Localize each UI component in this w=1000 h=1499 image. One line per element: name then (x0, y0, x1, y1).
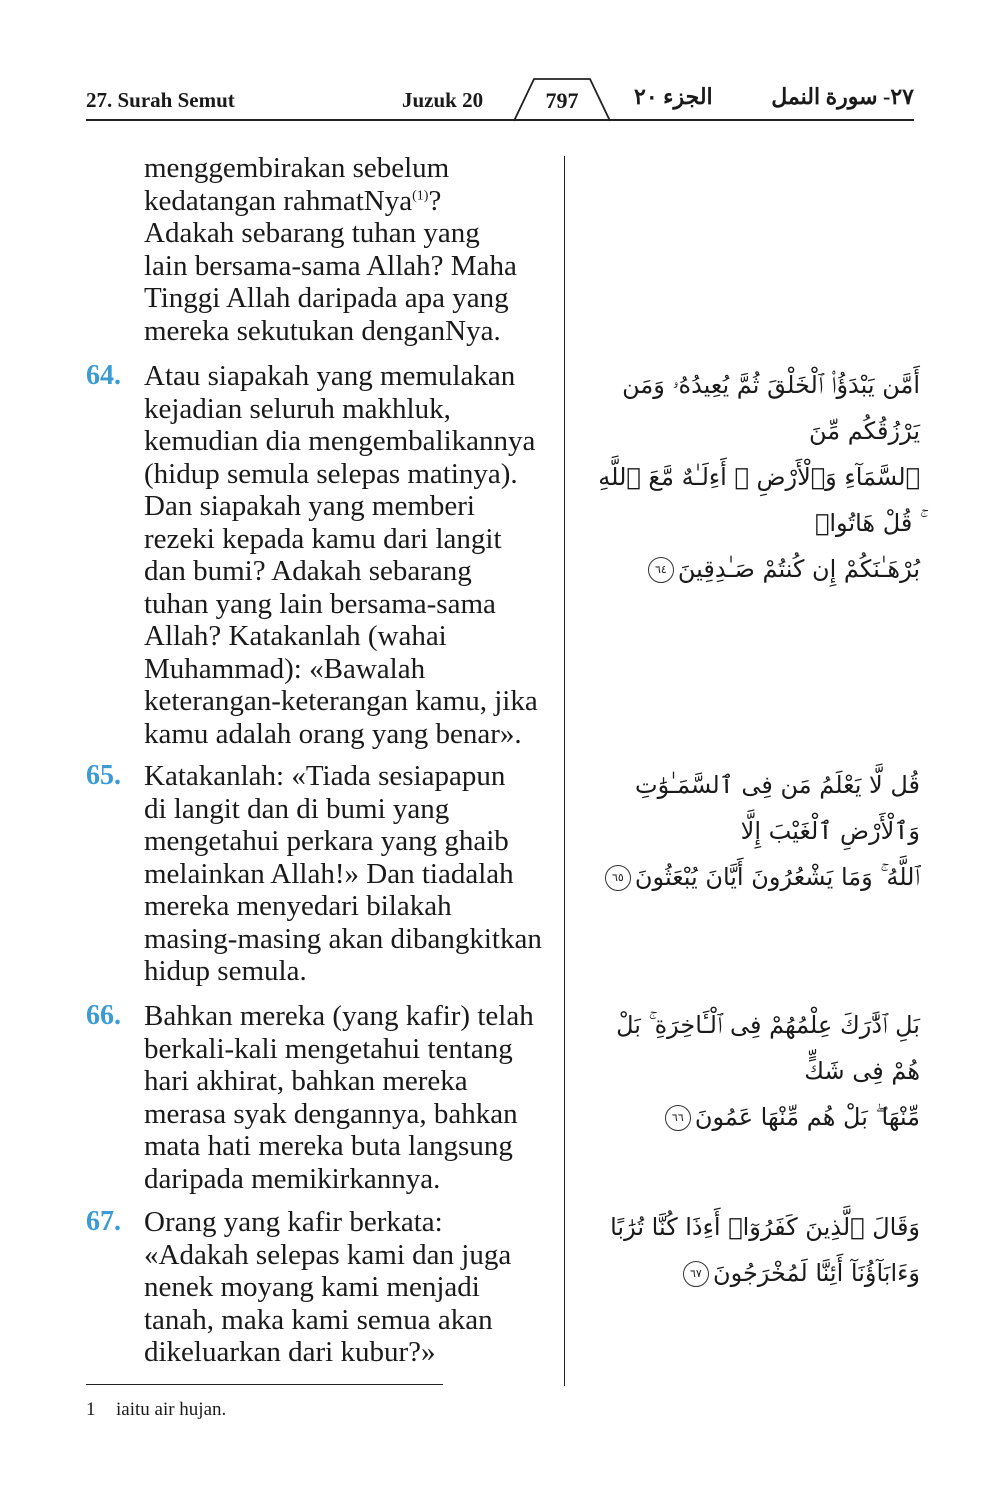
footnote (86, 1399, 226, 1421)
text-line: hari akhirat, bahkan mereka (144, 1065, 468, 1097)
juz-arabic: الجزء ٢٠ (634, 84, 713, 109)
text-line: hidup semula. (144, 955, 307, 987)
text-line: dikeluarkan dari kubur?» (144, 1336, 436, 1368)
text-line: tanah, maka kami semua akan (144, 1303, 493, 1336)
page-header (86, 76, 914, 122)
arabic-line-text: مِّنْهَا ۖ بَلْ هُم مِّنْهَا عَمُونَ (694, 1103, 920, 1131)
ayah-end-marker: ٦٥ (605, 865, 631, 891)
text-line: tuhan yang lain bersama-sama (144, 587, 496, 620)
text-line (144, 185, 562, 218)
arabic-line: بَلِ ٱدَّٰرَكَ عِلْمُهُمْ فِى ٱلْـَٔاخِرَةِ ۚ بَلْ هُمْ فِى شَكٍّ (616, 1011, 920, 1085)
text-line: Bahkan mereka (yang kafir) telah (144, 1000, 534, 1032)
juzuk-label: Juzuk 20 (402, 88, 484, 112)
text-line: di langit dan di bumi yang (144, 792, 450, 825)
text-line: masing-masing akan dibangkitkan (144, 922, 542, 955)
footnote-rule (86, 1384, 443, 1385)
text-line: (hidup semula selepas matinya). (144, 457, 518, 490)
verse-number: 66. (86, 1000, 121, 1031)
arabic-line: ٱلسَّمَآءِ وَٱلْأَرْضِ ۗ أَءِلَـٰهٌ مَّعَ ٱللَّهِ ۚ قُلْ هَاتُوا۟ (598, 463, 920, 537)
text-line: berkali-kali mengetahui tentang (144, 1032, 513, 1065)
text-line: kejadian seluruh makhluk, (144, 392, 451, 425)
text-line: lain bersama-sama Allah? Maha (144, 249, 517, 282)
translation-block-continuation (86, 152, 562, 347)
page-number-tab (514, 76, 610, 122)
footnote-text: iaitu air hujan. (116, 1399, 227, 1420)
text-line: kamu adalah orang yang benar». (144, 717, 522, 750)
header-rule (86, 119, 914, 121)
arabic-line: وَقَالَ ٱلَّذِينَ كَفَرُوٓا۟ أَءِذَا كُنَّا تُرَٰبًا (610, 1213, 920, 1241)
ayah-end-marker: ٦٦ (665, 1105, 691, 1131)
text-line: mereka menyedari bilakah (144, 890, 452, 922)
ayah-end-marker: ٦٤ (648, 557, 674, 583)
text-line: mengetahui perkara yang ghaib (144, 825, 509, 857)
text-line: Allah? Katakanlah (wahai (144, 620, 447, 652)
text-line: melainkan Allah!» Dan tiadalah (144, 857, 514, 890)
translation-verse-66 (86, 1000, 562, 1195)
arabic-line-text: بُرْهَـٰنَكُمْ إِن كُنتُمْ صَـٰدِقِينَ (677, 555, 920, 583)
translation-verse-64 (86, 360, 562, 750)
text-line: Atau siapakah yang memulakan (144, 360, 516, 392)
text-line: Tinggi Allah daripada apa yang (144, 282, 509, 314)
arabic-verse-67 (580, 1204, 920, 1296)
arabic-line (580, 1094, 920, 1140)
text-line: mereka sekutukan denganNya. (144, 314, 501, 347)
arabic-verse-64 (580, 362, 920, 592)
surah-title-latin: 27. Surah Semut (86, 88, 235, 112)
text-line: kemudian dia mengembalikannya (144, 425, 536, 457)
text-line: mata hati mereka buta langsung (144, 1130, 513, 1162)
text-line: merasa syak dengannya, bahkan (144, 1097, 518, 1130)
text-line: dan bumi? Adakah sebarang (144, 555, 472, 587)
text-line: nenek moyang kami menjadi (144, 1271, 480, 1303)
text-line: Adakah sebarang tuhan yang (144, 217, 480, 249)
arabic-verse-65 (580, 762, 920, 900)
text-line: keterangan-keterangan kamu, jika (144, 685, 538, 717)
arabic-line (580, 854, 920, 900)
arabic-line-text: ٱللَّهُ ۚ وَمَا يَشْعُرُونَ أَيَّانَ يُبْعَثُونَ (634, 863, 920, 891)
column-divider (564, 156, 565, 1386)
footnote-index: 1 (86, 1399, 96, 1420)
translation-verse-67 (86, 1206, 562, 1369)
arabic-line: أَمَّن يَبْدَؤُا۟ ٱلْخَلْقَ ثُمَّ يُعِيدُهُۥ وَمَن يَرْزُقُكُم مِّنَ (622, 371, 920, 445)
arabic-line-text: وَءَابَآؤُنَآ أَئِنَّا لَمُخْرَجُونَ (712, 1259, 920, 1287)
arabic-verse-66 (580, 1002, 920, 1140)
text-line: Dan siapakah yang memberi (144, 490, 475, 522)
text-line: Muhammad): «Bawalah (144, 652, 426, 685)
text-line: rezeki kepada kamu dari langit (144, 522, 502, 555)
verse-number: 64. (86, 360, 121, 391)
text-line-tail: ? (428, 184, 442, 217)
surah-title-arabic: ٢٧- سورة النمل (771, 84, 914, 109)
arabic-line (580, 546, 920, 592)
text-line: Katakanlah: «Tiada sesiapapun (144, 760, 506, 792)
text-line-part: kedatangan rahmatNya (144, 184, 413, 217)
translation-verse-65 (86, 760, 562, 988)
ayah-end-marker: ٦٧ (683, 1261, 709, 1287)
text-line: Orang yang kafir berkata: (144, 1206, 443, 1238)
text-line: menggembirakan sebelum (144, 152, 450, 184)
text-line: daripada memikirkannya. (144, 1162, 441, 1195)
verse-number: 67. (86, 1206, 121, 1237)
page-number: 797 (545, 88, 579, 113)
arabic-line (580, 1250, 920, 1296)
footnote-ref: (1) (412, 187, 429, 203)
text-line: «Adakah selepas kami dan juga (144, 1238, 512, 1271)
verse-number: 65. (86, 760, 121, 791)
arabic-line: قُل لَّا يَعْلَمُ مَن فِى ٱلسَّمَـٰوَٰتِ وَٱلْأَرْضِ ٱلْغَيْبَ إِلَّا (635, 771, 920, 845)
